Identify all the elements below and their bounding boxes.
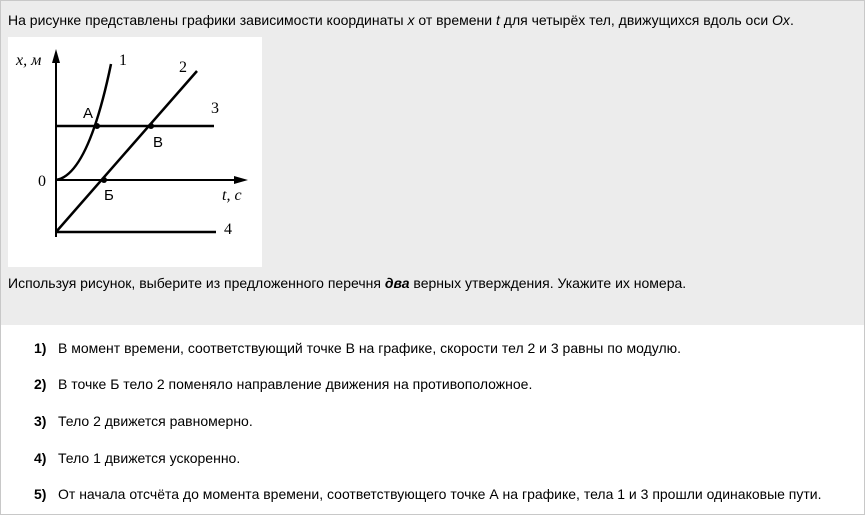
intro-text: . <box>789 12 794 28</box>
origin-label: 0 <box>38 173 46 190</box>
curve-label-2: 2 <box>179 59 187 76</box>
question-intro <box>8 12 794 28</box>
answer-option-4[interactable] <box>34 450 240 466</box>
x-axis-arrow <box>234 176 248 184</box>
answer-text: От начала отсчёта до момента времени, соответствующего точке А на графике, тела 1 и 3 прошли одинаковые пути. <box>58 486 822 502</box>
intro-axis: Ox <box>772 12 790 28</box>
instruction-emphasis: два <box>384 275 410 291</box>
answer-option-5[interactable] <box>34 486 822 502</box>
coordinate-time-graph <box>8 37 262 267</box>
answer-option-1[interactable] <box>34 340 681 356</box>
question-panel <box>1 1 864 325</box>
curve-label-3: 3 <box>211 100 219 117</box>
y-axis-label: x, м <box>16 52 42 69</box>
answer-number: 3) <box>34 413 47 429</box>
answer-option-3[interactable] <box>34 413 253 429</box>
graph-curve-1 <box>56 64 111 180</box>
intro-text: На рисунке представлены графики зависимости координаты <box>8 12 408 28</box>
answer-text: В точке Б тело 2 поменяло направление движения на противоположное. <box>58 376 533 392</box>
y-axis-arrow <box>52 49 60 63</box>
graph-figure <box>8 37 262 267</box>
answer-number: 1) <box>34 340 47 356</box>
answer-number: 4) <box>34 450 47 466</box>
answer-text: В момент времени, соответствующий точке В на графике, скорости тел 2 и 3 равны по модулю. <box>58 340 682 356</box>
point-label-be: Б <box>104 187 114 204</box>
point-b <box>148 123 154 129</box>
graph-line-2 <box>56 71 197 232</box>
point-label-a: А <box>83 105 94 122</box>
instruction-text: Используя рисунок, выберите из предложенного перечня <box>8 275 385 291</box>
point-a <box>94 123 100 129</box>
intro-var-x: x <box>407 12 415 28</box>
intro-var-t: t <box>496 12 500 28</box>
curve-label-4: 4 <box>224 221 232 238</box>
curve-label-1: 1 <box>119 52 127 69</box>
intro-text: от времени <box>414 12 496 28</box>
x-axis-label: t, с <box>222 187 242 204</box>
answer-number: 5) <box>34 486 47 502</box>
question-instruction <box>8 275 686 291</box>
instruction-text: верных утверждения. Укажите их номера. <box>409 275 687 291</box>
point-be <box>101 177 107 183</box>
answer-text: Тело 2 движется равномерно. <box>58 413 253 429</box>
answer-option-2[interactable] <box>34 376 532 392</box>
point-label-b: В <box>153 134 164 151</box>
answer-number: 2) <box>34 376 47 392</box>
intro-text: для четырёх тел, движущихся вдоль оси <box>499 12 773 28</box>
answer-text: Тело 1 движется ускоренно. <box>58 450 241 466</box>
